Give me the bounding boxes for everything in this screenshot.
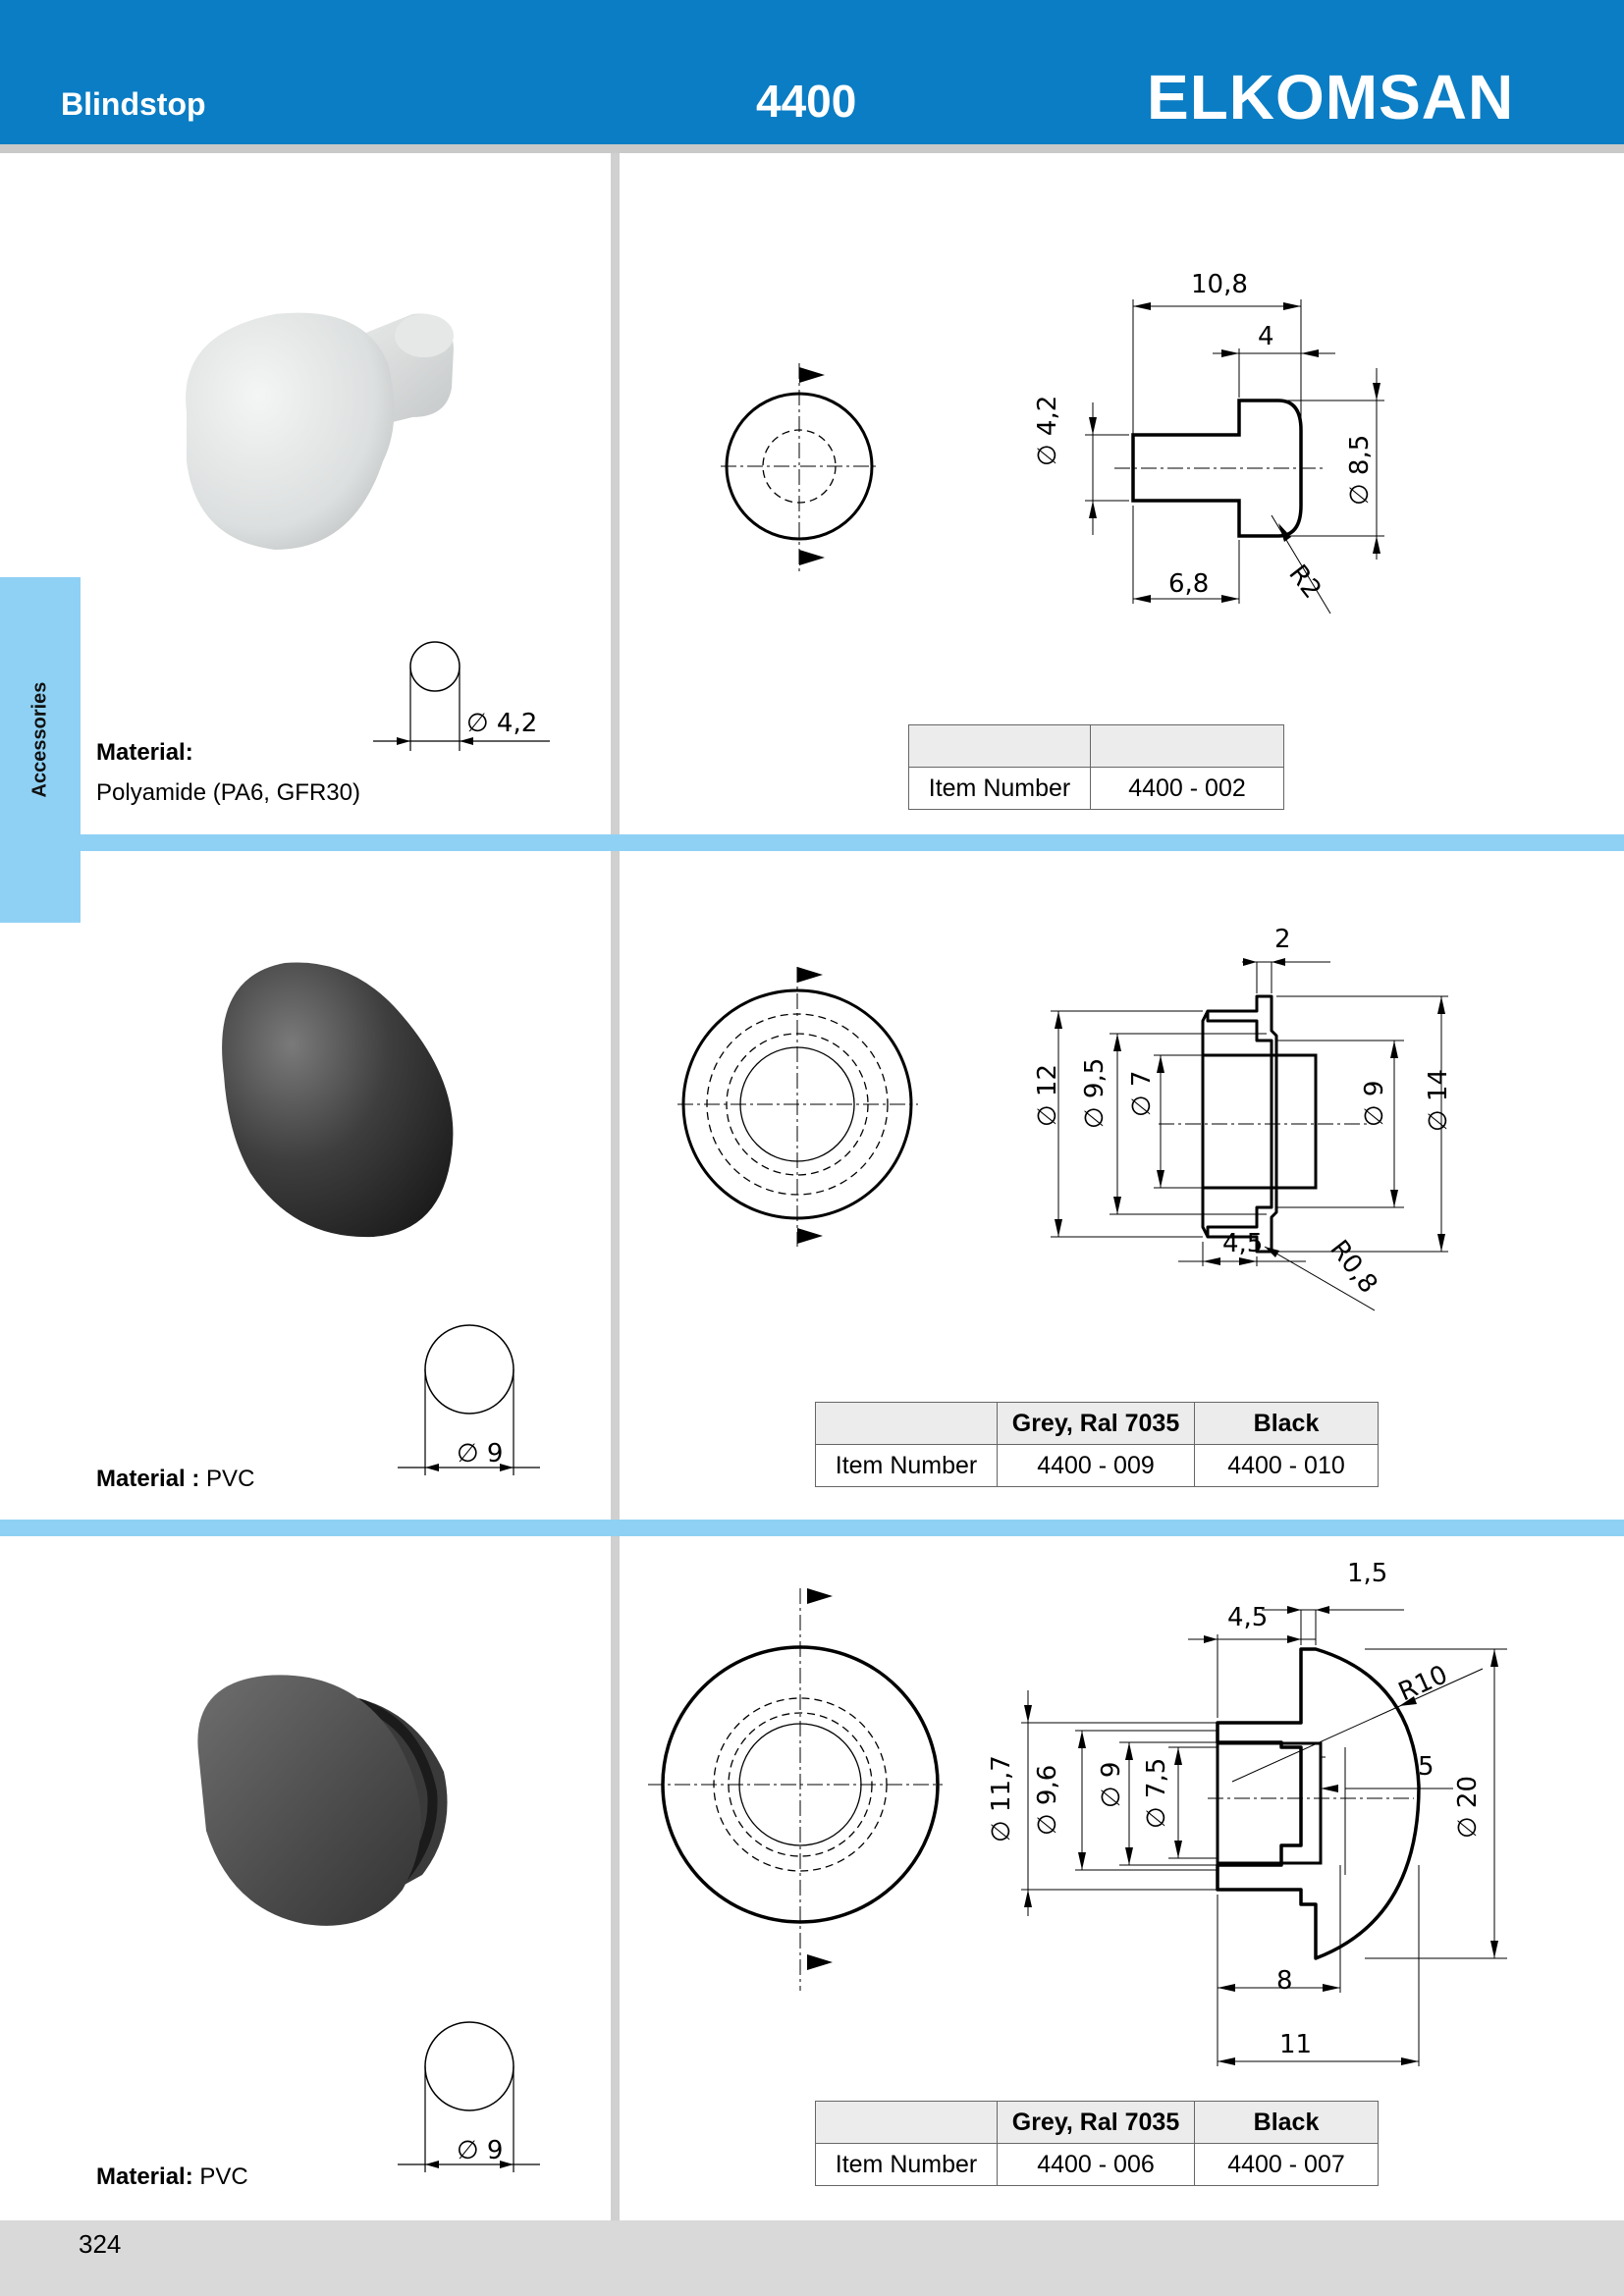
dim-dia-14: ∅ 14 — [1424, 1069, 1453, 1132]
dim-10-8: 10,8 — [1191, 270, 1248, 299]
dim-dia-20: ∅ 20 — [1453, 1776, 1483, 1839]
front-view-drawing-3 — [648, 1588, 903, 2010]
material-label: Material: — [96, 739, 193, 766]
section-divider-1 — [81, 834, 1624, 851]
hole-dimension-drawing — [373, 628, 569, 766]
item-number-cell[interactable]: 4400 - 009 — [998, 1445, 1195, 1487]
material-value: PVC — [199, 2163, 248, 2190]
material-value-1: Polyamide (PA6, GFR30) — [96, 779, 360, 806]
table-header-row — [816, 1403, 1379, 1445]
dim-dia-11-7: ∅ 11,7 — [987, 1755, 1016, 1842]
dim-dia-8-5: ∅ 8,5 — [1345, 434, 1375, 506]
dim-dia-7: ∅ 7 — [1127, 1070, 1157, 1117]
table-row — [909, 768, 1284, 810]
dim-11: 11 — [1279, 2030, 1313, 2059]
table-header-cell: Grey, Ral 7035 — [998, 2102, 1195, 2144]
section-divider-2 — [0, 1520, 1624, 1536]
dim-dia-9-6: ∅ 9,6 — [1033, 1764, 1062, 1836]
dim-r2: R2 — [1282, 560, 1327, 605]
dim-1-5: 1,5 — [1347, 1559, 1388, 1588]
product-code: 4400 — [756, 76, 857, 127]
dim-dia-7-5: ∅ 7,5 — [1142, 1757, 1171, 1829]
hole-dim-label: ∅ 9 — [457, 2136, 504, 2165]
table-row — [816, 2144, 1379, 2186]
brand-logo: ELKOMSAN — [1147, 62, 1515, 133]
front-view-drawing-2 — [677, 957, 913, 1232]
table-header-cell — [816, 2102, 998, 2144]
material-value: PVC — [206, 1466, 255, 1492]
table-header-cell — [909, 725, 1091, 768]
hole-dim-label: ∅ 4,2 — [466, 709, 538, 738]
row-label: Item Number — [816, 2144, 998, 2186]
table-row — [816, 1445, 1379, 1487]
dim-5: 5 — [1418, 1752, 1435, 1782]
dim-dia-9-5: ∅ 9,5 — [1080, 1057, 1110, 1129]
item-number-cell[interactable]: 4400 - 007 — [1195, 2144, 1379, 2186]
table-header-cell: Black — [1195, 1403, 1379, 1445]
section-view-drawing-3 — [992, 1571, 1522, 2081]
table-header-cell — [816, 1403, 998, 1445]
product-photo-white-blindstop — [167, 294, 481, 589]
front-view-drawing-1 — [717, 353, 913, 579]
dim-4-5: 4,5 — [1222, 1229, 1264, 1258]
product-photo-grey-blindstop — [187, 1664, 461, 1939]
item-table-3 — [815, 2101, 1379, 2186]
table-header-row — [816, 2102, 1379, 2144]
column-divider — [611, 153, 620, 2220]
dim-dia-9: ∅ 9 — [1097, 1761, 1126, 1808]
material-line-2 — [96, 1466, 254, 1493]
item-number-cell[interactable]: 4400 - 006 — [998, 2144, 1195, 2186]
table-header-cell: Black — [1195, 2102, 1379, 2144]
dim-dia-12: ∅ 12 — [1033, 1064, 1062, 1127]
side-tab-label: Accessories — [28, 681, 51, 798]
dim-dia-4-2: ∅ 4,2 — [1033, 395, 1062, 466]
item-number-cell[interactable]: 4400 - 010 — [1195, 1445, 1379, 1487]
row-label: Item Number — [816, 1445, 998, 1487]
header-bar — [0, 0, 1624, 144]
product-photo-black-blindstop — [206, 957, 471, 1242]
dim-8: 8 — [1276, 1966, 1293, 1996]
dim-4: 4 — [1258, 322, 1274, 351]
material-line-3 — [96, 2163, 248, 2191]
table-header-cell — [1091, 725, 1284, 768]
item-table-1 — [908, 724, 1284, 810]
dim-4-5: 4,5 — [1227, 1603, 1269, 1632]
material-label: Material : — [96, 1466, 200, 1492]
material-label: Material: — [96, 2163, 193, 2190]
item-number-cell[interactable]: 4400 - 002 — [1091, 768, 1284, 810]
dim-r10: R10 — [1394, 1660, 1452, 1708]
item-table-2 — [815, 1402, 1379, 1487]
product-title: Blindstop — [61, 86, 206, 122]
page-number: 324 — [79, 2229, 122, 2259]
side-tab-accessories[interactable] — [0, 577, 81, 923]
header-rule — [0, 144, 1624, 153]
material-line-1 — [96, 739, 193, 767]
table-header-row — [909, 725, 1284, 768]
dim-r0-8: R0,8 — [1324, 1235, 1383, 1300]
dim-2: 2 — [1274, 925, 1291, 954]
hole-dim-label: ∅ 9 — [457, 1439, 504, 1468]
footer-bar — [0, 2220, 1624, 2296]
dim-6-8: 6,8 — [1168, 569, 1210, 599]
dim-dia-9: ∅ 9 — [1360, 1080, 1389, 1127]
table-header-cell: Grey, Ral 7035 — [998, 1403, 1195, 1445]
row-label: Item Number — [909, 768, 1091, 810]
